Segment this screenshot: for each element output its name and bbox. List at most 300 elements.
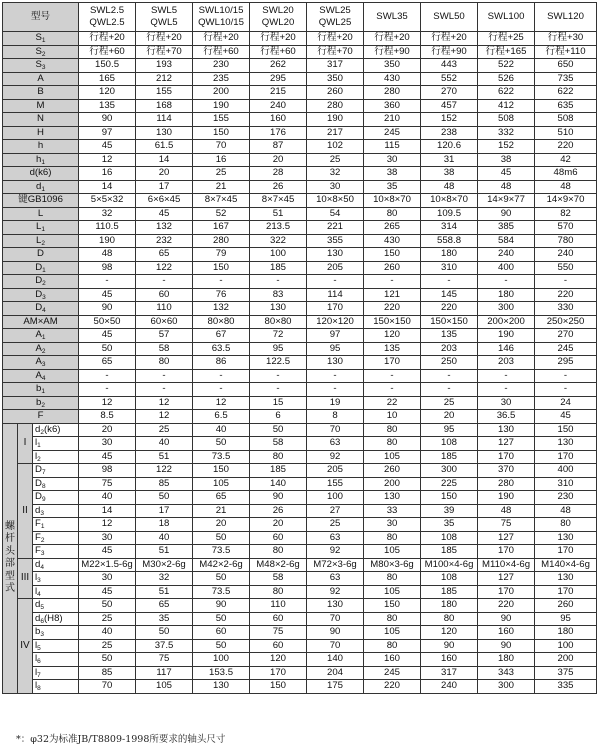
value-cell: 443 — [421, 59, 478, 73]
value-cell: 25 — [421, 396, 478, 410]
value-cell: 330 — [535, 302, 597, 316]
value-cell: 350 — [364, 59, 421, 73]
value-cell: 355 — [307, 234, 364, 248]
value-cell: 180 — [421, 599, 478, 613]
value-cell: 200 — [364, 477, 421, 491]
value-cell: 95 — [250, 342, 307, 356]
param-label: $d_2(k6)$ — [33, 423, 79, 437]
value-cell: 220 — [478, 599, 535, 613]
value-cell: 90 — [421, 639, 478, 653]
value-cell: 25 — [307, 518, 364, 532]
value-cell: 50 — [193, 572, 250, 586]
table-row — [3, 572, 597, 586]
value-cell: 120 — [421, 626, 478, 640]
param-label: A — [3, 72, 79, 86]
table-row — [3, 666, 597, 680]
value-cell: 430 — [364, 72, 421, 86]
table-row — [3, 599, 597, 613]
value-cell: 65 — [79, 356, 136, 370]
value-cell: 140 — [250, 477, 307, 491]
value-cell: 92 — [307, 450, 364, 464]
table-row — [3, 315, 597, 329]
table-row — [3, 626, 597, 640]
value-cell: 108 — [421, 572, 478, 586]
value-cell: 8×7×45 — [193, 194, 250, 208]
value-cell: 行程+25 — [478, 32, 535, 46]
value-cell: 300 — [478, 302, 535, 316]
table-row — [3, 248, 597, 262]
model-header: SWL5 QWL5 — [136, 3, 193, 32]
value-cell: 200×200 — [478, 315, 535, 329]
value-cell: 6 — [250, 410, 307, 424]
value-cell: 25 — [79, 612, 136, 626]
value-cell: 110 — [250, 599, 307, 613]
value-cell: 10×8×50 — [307, 194, 364, 208]
value-cell: 120.6 — [421, 140, 478, 154]
value-cell: 180 — [421, 248, 478, 262]
value-cell: 170 — [535, 545, 597, 559]
value-cell: 86 — [193, 356, 250, 370]
param-label: $D_7$ — [33, 464, 79, 478]
value-cell: 235 — [193, 72, 250, 86]
value-cell: 58 — [250, 572, 307, 586]
value-cell: 635 — [535, 99, 597, 113]
value-cell: 8×7×45 — [250, 194, 307, 208]
value-cell: 105 — [364, 545, 421, 559]
value-cell: 130 — [136, 126, 193, 140]
value-cell: 250 — [421, 356, 478, 370]
value-cell: 190 — [307, 113, 364, 127]
param-label: h — [3, 140, 79, 154]
model-header: SWL2.5 QWL2.5 — [79, 3, 136, 32]
value-cell: 109.5 — [421, 207, 478, 221]
value-cell: 122 — [136, 261, 193, 275]
table-row — [3, 680, 597, 694]
value-cell: 12 — [79, 518, 136, 532]
param-label: $l_4$ — [33, 585, 79, 599]
value-cell: 100 — [193, 653, 250, 667]
value-cell: 185 — [250, 464, 307, 478]
value-cell: 行程+20 — [79, 32, 136, 46]
value-cell: 780 — [535, 234, 597, 248]
value-cell: 108 — [421, 531, 478, 545]
value-cell: 622 — [478, 86, 535, 100]
value-cell: 170 — [478, 545, 535, 559]
value-cell: 72 — [250, 329, 307, 343]
value-cell: M30×2-6g — [136, 558, 193, 572]
value-cell: - — [136, 383, 193, 397]
value-cell: 12 — [136, 396, 193, 410]
value-cell: 430 — [364, 234, 421, 248]
table-row — [3, 194, 597, 208]
param-label: $d_6(H8)$ — [33, 612, 79, 626]
value-cell: 14 — [136, 153, 193, 167]
value-cell: 10×8×70 — [364, 194, 421, 208]
value-cell: 193 — [136, 59, 193, 73]
value-cell: 108 — [421, 437, 478, 451]
param-label: $D_3$ — [3, 288, 79, 302]
value-cell: - — [250, 383, 307, 397]
group-label: III — [18, 558, 33, 599]
value-cell: 270 — [535, 329, 597, 343]
value-cell: 33 — [364, 504, 421, 518]
value-cell: 90 — [478, 207, 535, 221]
param-label: $l_8$ — [33, 680, 79, 694]
value-cell: 行程+70 — [136, 45, 193, 59]
value-cell: 80×80 — [193, 315, 250, 329]
value-cell: 18 — [136, 518, 193, 532]
value-cell: 245 — [364, 126, 421, 140]
table-row — [3, 383, 597, 397]
value-cell: 40 — [193, 423, 250, 437]
value-cell: 行程+70 — [307, 45, 364, 59]
value-cell: 205 — [307, 261, 364, 275]
param-label: $L_1$ — [3, 221, 79, 235]
value-cell: 152 — [421, 113, 478, 127]
value-cell: - — [307, 383, 364, 397]
value-cell: 185 — [421, 450, 478, 464]
value-cell: 570 — [535, 221, 597, 235]
value-cell: 92 — [307, 585, 364, 599]
value-cell: M80×3-6g — [364, 558, 421, 572]
value-cell: 170 — [307, 302, 364, 316]
value-cell: 220 — [535, 288, 597, 302]
param-label: $S_3$ — [3, 59, 79, 73]
table-row — [3, 464, 597, 478]
param-label: $A_2$ — [3, 342, 79, 356]
value-cell: M110×4-6g — [478, 558, 535, 572]
param-label: $l_3$ — [33, 572, 79, 586]
value-cell: 130 — [307, 599, 364, 613]
value-cell: 280 — [364, 86, 421, 100]
value-cell: 168 — [136, 99, 193, 113]
value-cell: 70 — [307, 423, 364, 437]
value-cell: 26 — [250, 504, 307, 518]
value-cell: 350 — [307, 72, 364, 86]
value-cell: 80 — [421, 612, 478, 626]
value-cell: 100 — [535, 639, 597, 653]
value-cell: 102 — [307, 140, 364, 154]
value-cell: 295 — [535, 356, 597, 370]
value-cell: 213.5 — [250, 221, 307, 235]
value-cell: - — [193, 369, 250, 383]
value-cell: 90 — [193, 599, 250, 613]
value-cell: 30 — [364, 153, 421, 167]
table-row — [3, 45, 597, 59]
value-cell: - — [79, 383, 136, 397]
value-cell: 150 — [250, 680, 307, 694]
value-cell: 508 — [478, 113, 535, 127]
value-cell: 39 — [421, 504, 478, 518]
value-cell: 122.5 — [250, 356, 307, 370]
value-cell: 230 — [193, 59, 250, 73]
value-cell: 45 — [79, 140, 136, 154]
value-cell: 40 — [136, 531, 193, 545]
value-cell: 145 — [421, 288, 478, 302]
value-cell: 12 — [136, 410, 193, 424]
value-cell: 行程+20 — [193, 32, 250, 46]
value-cell: - — [364, 369, 421, 383]
model-header: SWL35 — [364, 3, 421, 32]
param-label: $l_2$ — [33, 450, 79, 464]
table-row — [3, 261, 597, 275]
value-cell: 400 — [478, 261, 535, 275]
value-cell: 135 — [421, 329, 478, 343]
table-row — [3, 410, 597, 424]
value-cell: 行程+20 — [250, 32, 307, 46]
param-label: $A_3$ — [3, 356, 79, 370]
param-label: $D_2$ — [3, 275, 79, 289]
value-cell: 25 — [136, 423, 193, 437]
param-label: $d_3$ — [33, 504, 79, 518]
table-row — [3, 356, 597, 370]
value-cell: 80 — [364, 207, 421, 221]
value-cell: 25 — [307, 153, 364, 167]
value-cell: 5×5×32 — [79, 194, 136, 208]
value-cell: 30 — [79, 572, 136, 586]
value-cell: 280 — [478, 477, 535, 491]
value-cell: 120×120 — [307, 315, 364, 329]
value-cell: 80 — [535, 518, 597, 532]
value-cell: 204 — [307, 666, 364, 680]
value-cell: 130 — [535, 572, 597, 586]
table-row — [3, 126, 597, 140]
value-cell: - — [421, 383, 478, 397]
value-cell: 225 — [421, 477, 478, 491]
value-cell: 行程+20 — [307, 32, 364, 46]
value-cell: 105 — [193, 477, 250, 491]
value-cell: 45 — [79, 288, 136, 302]
value-cell: 51 — [136, 545, 193, 559]
value-cell: 155 — [193, 113, 250, 127]
value-cell: 170 — [364, 356, 421, 370]
table-row — [3, 585, 597, 599]
value-cell: 105 — [364, 626, 421, 640]
value-cell: 343 — [478, 666, 535, 680]
value-cell: 6.5 — [193, 410, 250, 424]
value-cell: 114 — [136, 113, 193, 127]
param-label: $b_1$ — [3, 383, 79, 397]
value-cell: 240 — [535, 248, 597, 262]
table-row — [3, 531, 597, 545]
value-cell: 21 — [193, 180, 250, 194]
value-cell: 50 — [193, 531, 250, 545]
value-cell: 152 — [478, 140, 535, 154]
value-cell: 105 — [364, 585, 421, 599]
value-cell: 260 — [364, 464, 421, 478]
value-cell: 24 — [535, 396, 597, 410]
table-row — [3, 288, 597, 302]
value-cell: 150 — [421, 491, 478, 505]
value-cell: 90 — [250, 491, 307, 505]
value-cell: 28 — [250, 167, 307, 181]
value-cell: 300 — [478, 680, 535, 694]
value-cell: 50 — [136, 491, 193, 505]
value-cell: 200 — [193, 86, 250, 100]
value-cell: 8.5 — [79, 410, 136, 424]
value-cell: 65 — [193, 491, 250, 505]
table-row — [3, 140, 597, 154]
value-cell: 175 — [307, 680, 364, 694]
value-cell: 185 — [421, 585, 478, 599]
value-cell: 146 — [478, 342, 535, 356]
value-cell: 265 — [364, 221, 421, 235]
value-cell: 行程+90 — [421, 45, 478, 59]
value-cell: 48 — [535, 180, 597, 194]
value-cell: - — [136, 369, 193, 383]
value-cell: 25 — [79, 639, 136, 653]
value-cell: 14×9×77 — [478, 194, 535, 208]
value-cell: 61.5 — [136, 140, 193, 154]
value-cell: 20 — [136, 167, 193, 181]
value-cell: 45 — [136, 207, 193, 221]
value-cell: 310 — [421, 261, 478, 275]
value-cell: 80 — [364, 572, 421, 586]
value-cell: 90 — [478, 612, 535, 626]
param-label: F — [3, 410, 79, 424]
value-cell: 10×8×70 — [421, 194, 478, 208]
value-cell: 115 — [364, 140, 421, 154]
param-label: $d_5$ — [33, 599, 79, 613]
value-cell: 98 — [79, 261, 136, 275]
value-cell: 220 — [364, 680, 421, 694]
value-cell: 38 — [421, 167, 478, 181]
value-cell: 行程+20 — [364, 32, 421, 46]
value-cell: 35 — [364, 180, 421, 194]
value-cell: 120 — [250, 653, 307, 667]
value-cell: M140×4-6g — [535, 558, 597, 572]
value-cell: 200 — [535, 653, 597, 667]
value-cell: 370 — [478, 464, 535, 478]
header-label: 型号 — [3, 3, 79, 32]
value-cell: 48 — [79, 248, 136, 262]
value-cell: - — [79, 275, 136, 289]
value-cell: 80 — [250, 585, 307, 599]
param-label: $F_2$ — [33, 531, 79, 545]
value-cell: - — [364, 383, 421, 397]
value-cell: 17 — [136, 180, 193, 194]
value-cell: 20 — [250, 153, 307, 167]
value-cell: 50 — [79, 342, 136, 356]
value-cell: 170 — [535, 450, 597, 464]
value-cell: 80 — [364, 423, 421, 437]
value-cell: 260 — [307, 86, 364, 100]
value-cell: 150×150 — [421, 315, 478, 329]
value-cell: 60 — [250, 612, 307, 626]
value-cell: 412 — [478, 99, 535, 113]
value-cell: 48 — [478, 180, 535, 194]
value-cell: 314 — [421, 221, 478, 235]
value-cell: 150 — [364, 248, 421, 262]
table-row — [3, 113, 597, 127]
value-cell: 150 — [364, 599, 421, 613]
value-cell: 98 — [79, 464, 136, 478]
value-cell: 50 — [193, 612, 250, 626]
value-cell: 10 — [364, 410, 421, 424]
value-cell: 27 — [307, 504, 364, 518]
value-cell: 190 — [478, 491, 535, 505]
value-cell: 16 — [79, 167, 136, 181]
table-row — [3, 639, 597, 653]
value-cell: 32 — [136, 572, 193, 586]
value-cell: 220 — [535, 140, 597, 154]
value-cell: 150 — [193, 464, 250, 478]
value-cell: 行程+20 — [421, 32, 478, 46]
value-cell: M42×2-6g — [193, 558, 250, 572]
param-label: $S_2$ — [3, 45, 79, 59]
value-cell: 121 — [364, 288, 421, 302]
value-cell: 120 — [364, 329, 421, 343]
value-cell: 310 — [535, 477, 597, 491]
table-row — [3, 180, 597, 194]
value-cell: 14 — [79, 504, 136, 518]
param-label: $d_1$ — [3, 180, 79, 194]
value-cell: 221 — [307, 221, 364, 235]
value-cell: 180 — [535, 626, 597, 640]
table-row — [3, 558, 597, 572]
value-cell: 85 — [136, 477, 193, 491]
value-cell: 232 — [136, 234, 193, 248]
value-cell: 110 — [136, 302, 193, 316]
value-cell: 75 — [478, 518, 535, 532]
value-cell: 52 — [193, 207, 250, 221]
value-cell: 70 — [79, 680, 136, 694]
value-cell: 45 — [79, 329, 136, 343]
value-cell: 260 — [535, 599, 597, 613]
table-row — [3, 59, 597, 73]
value-cell: 57 — [136, 329, 193, 343]
value-cell: 15 — [250, 396, 307, 410]
value-cell: 行程+30 — [535, 32, 597, 46]
value-cell: - — [193, 275, 250, 289]
value-cell: 335 — [535, 680, 597, 694]
table-row — [3, 450, 597, 464]
value-cell: 50 — [193, 437, 250, 451]
value-cell: 17 — [136, 504, 193, 518]
value-cell: 160 — [364, 653, 421, 667]
value-cell: 50 — [136, 626, 193, 640]
value-cell: 45 — [79, 545, 136, 559]
model-header: SWL120 — [535, 3, 597, 32]
value-cell: 160 — [478, 626, 535, 640]
value-cell: 80 — [364, 639, 421, 653]
table-row — [3, 153, 597, 167]
value-cell: 行程+60 — [250, 45, 307, 59]
value-cell: 82 — [535, 207, 597, 221]
value-cell: 90 — [79, 302, 136, 316]
value-cell: 20 — [250, 518, 307, 532]
value-cell: 50 — [250, 423, 307, 437]
value-cell: 6×6×45 — [136, 194, 193, 208]
value-cell: 280 — [193, 234, 250, 248]
value-cell: 185 — [421, 545, 478, 559]
value-cell: 550 — [535, 261, 597, 275]
value-cell: 行程+110 — [535, 45, 597, 59]
value-cell: 37.5 — [136, 639, 193, 653]
value-cell: 203 — [421, 342, 478, 356]
value-cell: 97 — [79, 126, 136, 140]
value-cell: - — [478, 369, 535, 383]
value-cell: 245 — [535, 342, 597, 356]
value-cell: 83 — [250, 288, 307, 302]
param-label: $F_1$ — [33, 518, 79, 532]
value-cell: - — [136, 275, 193, 289]
param-label: $L_2$ — [3, 234, 79, 248]
value-cell: - — [250, 369, 307, 383]
table-row — [3, 86, 597, 100]
value-cell: 140 — [307, 653, 364, 667]
value-cell: 558.8 — [421, 234, 478, 248]
